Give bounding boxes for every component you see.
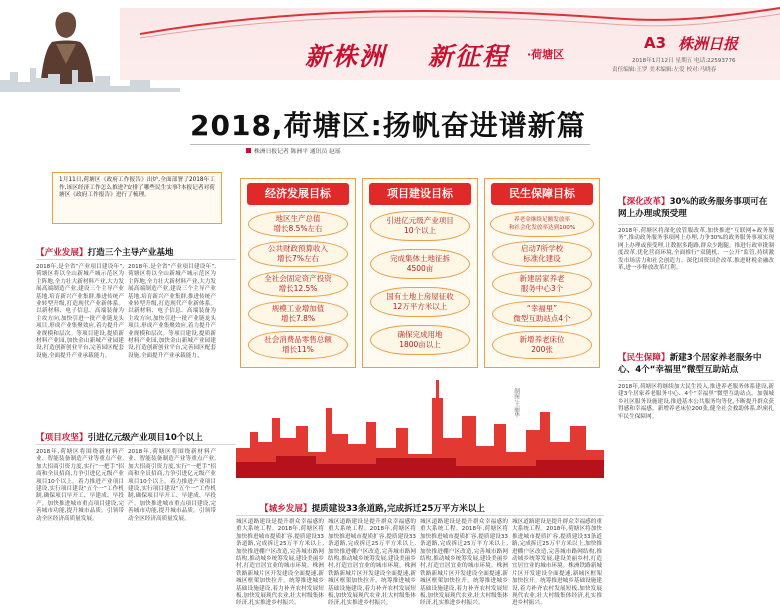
byline [246,146,341,155]
urban-heading [260,502,485,514]
headline-rule [190,144,590,145]
goals-panel [236,178,604,478]
livelihood-title: 新建3个居家养老服务中心、4个“幸福里”微型互助站点 [618,353,762,375]
reform-title: 30%的政务服务事项可在网上办理或预受理 [618,197,768,219]
projects-tag: 【项目攻坚】 [36,433,88,443]
reform-tag: 【深化改革】 [618,197,670,207]
industry-tag: 【产业发展】 [36,248,88,258]
goal-title-economic: 经济发展目标 [247,183,349,205]
goal-title-project: 项目建设目标 [369,183,471,205]
projects-heading [36,431,203,443]
livelihood-rule [618,380,774,381]
economic-goal-5: 社会消费品零售总额 增长11% [248,331,348,359]
project-goal-3: 国有土地上房屋征收 12万平方米以上 [370,287,470,317]
project-goal-4: 确保完成用地 1800亩以上 [370,325,470,355]
people-goal-5: 新增养老床位 200张 [492,331,592,359]
urban-tag: 【城乡发展】 [260,504,312,514]
paper-logo: 株洲日报 [678,35,739,53]
byline-text: 株洲日报记者 陈洲平 通讯员 赵瑶 [254,149,341,155]
urban-body-2: 城区道路建设是提升群众幸福感的重大系统工程。2018年,荷塘区将加快推进城市提质扩容,提质建设33条道路,完成拆迁25万平方米以上,加快推进棚户区改造,完善城市路网结构,推动城乡统筹发展,建设美丽乡村,打造宜居宜业的城市环境。株洲铁路新城片区开发建设全面提速,新城区框架加快拉开。统筹推进城乡基础设施建设,着力补齐农村发展短板,加快发展现代农业,壮大村级集体经济,扎实推进乡村振兴。 [328,519,416,607]
reform-body: 2018年,荷塘区将深化放管服改革,加快推进“互联网+政务服务”,推动政务服务事项网上办理,力争30%的政务服务事项实现网上办理或预受理,让数据多跑路,群众少跑腿。推进行政审批制度改革,优化营商环境,全面推行“双随机、一公开”监管,持续激发市场活力和社会创造力。深化国资国企改革,推进财税金融改革,进一步释放改革红利。 [618,228,774,272]
urban-rule [236,515,604,516]
goal-card-people [484,178,600,368]
industry-rule [36,259,236,260]
slogan-xin-zhengcheng: 新征程 [428,42,510,71]
livelihood-body: 2018年,荷塘区将继续加大民生投入,推进养老服务体系建设,新建3个居家养老服务中心、4个“幸福里”微型互助站点。加强城乡社区服务设施建设,推进基本公共服务均等化,不断提升群众获得感和幸福感。新增养老床位200张,健全社会救助体系,织密扎牢民生保障网。 [618,384,774,420]
economic-goal-4: 规模工业增加值 增长7.8% [248,301,348,327]
masthead [0,0,780,92]
reform-rule [618,224,774,225]
projects-body-left: 2018年,荷塘区将围绕新材料产业、智能装备制造产业等重点产业,加大招商引资力度,实行“一把手”招商和全员招商,力争引进亿元级产业项目10个以上。着力推进产业项目建设,实行项目建设“五个一”工作机制,确保项目早开工、早建成、早投产。加快推进城市重点项目建设,完善城市功能,提升城市品质。引领带动全区经济高质量发展。 [36,449,124,522]
projects-body-right: 2018年,荷塘区将围绕新材料产业、智能装备制造产业等重点产业,加大招商引资力度,实行“一把手”招商和全员招商,力争引进亿元级产业项目10个以上。着力推进产业项目建设,实行项目建设“五个一”工作机制,确保项目早开工、早建成、早投产。加快推进城市重点项目建设,完善城市功能,提升城市品质。引领带动全区经济高质量发展。 [128,449,216,522]
byline-marker-icon [246,148,251,153]
livelihood-heading [618,352,774,376]
people-goal-1: 养老金继续足额发放率 和社会化发放率达到100% [490,211,594,237]
lead-box [52,172,222,224]
economic-goal-2: 公共财政预算收入 增长7%左右 [248,241,348,267]
graphic-credit: 制图:王丽华 [513,388,519,418]
urban-body-1: 城区道路建设是提升群众幸福感的重大系统工程。2018年,荷塘区将加快推进城市提质扩容,提质建设33条道路,完成拆迁25万平方米以上,加快推进棚户区改造,完善城市路网结构,推动城乡统筹发展,建设美丽乡村,打造宜居宜业的城市环境。株洲铁路新城片区开发建设全面提速,新城区框架加快拉开。统筹推进城乡基础设施建设,着力补齐农村发展短板,加快发展现代农业,壮大村级集体经济,扎实推进乡村振兴。 [236,519,324,607]
industry-body-right: 2018年,是全省“产业项目建设年”,荷塘区将以全山新城产城示范区为主阵地,全力壮大新材料产业,大力发展高端制造产业,建设三个主导产业基地,培育新兴产业集群,推进传统产业转型升级,打造现代产业新体系。以新材料、电子信息、高端装备为主攻方向,加快引进一批产业链龙头项目,形成产业集聚效应,着力提升产业规模和层次。等项目建设,提质新材料产业园,加快金山新城产业园建设,打造创新创业平台,完善园区配套设施,全面提升产业承载能力。 [128,264,216,359]
people-goal-2: 启动7所学校 标准化建设 [492,241,592,267]
city-skyline-illustration [236,368,604,478]
lead-text: 1月11日,荷塘区《政府工作报告》出炉,全面部署了2018年工作,该区经济工作怎么推进?安排了哪些民生实事?本报记者对荷塘区《政府工作报告》进行了梳理。 [59,177,215,199]
project-goal-1: 引进亿元级产业项目 10个以上 [370,211,470,241]
reform-heading [618,196,774,220]
goal-title-people: 民生保障目标 [491,183,593,205]
people-goal-4: “幸福里” 微型互助站点4个 [492,301,592,327]
page-number: A3 [644,34,667,52]
urban-body-4: 城区道路建设是提升群众幸福感的重大系统工程。2018年,荷塘区将加快推进城市提质扩容,提质建设33条道路,完成拆迁25万平方米以上,加快推进棚户区改造,完善城市路网结构,推动城乡统筹发展,建设美丽乡村,打造宜居宜业的城市环境。株洲铁路新城片区开发建设全面提速,新城区框架加快拉开。统筹推进城乡基础设施建设,着力补齐农村发展短板,加快发展现代农业,壮大村级集体经济,扎实推进乡村振兴。 [512,519,602,607]
industry-body-left: 2018年,是全省“产业项目建设年”,荷塘区将以全山新城产城示范区为主阵地,全力壮大新材料产业,大力发展高端制造产业,建设三个主导产业基地,培育新兴产业集群,推进传统产业转型升级,打造现代产业新体系。以新材料、电子信息、高端装备为主攻方向,加快引进一批产业链龙头项目,形成产业集聚效应,着力提升产业规模和层次。等项目建设,提质新材料产业园,加快金山新城产业园建设,打造创新创业平台,完善园区配套设施,全面提升产业承载能力。 [36,264,124,359]
economic-goal-1: 地区生产总值 增长8.5%左右 [248,211,348,237]
projects-rule [36,444,236,445]
masthead-meta-2: 责任编辑:王罗 美术编辑:左爱 校对:马晓春 [612,67,717,73]
project-goal-2: 完成集体土地征拆 4500亩 [370,249,470,279]
goal-card-economic [240,178,356,368]
people-goal-3: 新建居家养老 服务中心3个 [492,271,592,297]
urban-body-3: 城区道路建设是提升群众幸福感的重大系统工程。2018年,荷塘区将加快推进城市提质扩容,提质建设33条道路,完成拆迁25万平方米以上,加快推进棚户区改造,完善城市路网结构,推动城乡统筹发展,建设美丽乡村,打造宜居宜业的城市环境。株洲铁路新城片区开发建设全面提速,新城区框架加快拉开。统筹推进城乡基础设施建设,着力补齐农村发展短板,加快发展现代农业,壮大村级集体经济,扎实推进乡村振兴。 [420,519,508,607]
urban-title: 提质建设33条道路,完成拆迁25万平方米以上 [311,504,485,514]
goal-card-project [362,178,478,368]
slogan-xin-zhuzhou: 新株洲 [305,42,387,71]
livelihood-tag: 【民生保障】 [618,353,670,363]
page-headline: 2018,荷塘区:扬帆奋进谱新篇 [190,109,586,142]
district-label: ·荷塘区 [527,48,565,61]
masthead-meta-1: 2018年1月12日 星期五 电话:22593776 [632,58,736,64]
economic-goal-3: 全社会固定资产投资 增长12.5% [248,271,348,297]
industry-heading [36,246,174,258]
industry-title: 打造三个主导产业基地 [87,248,174,258]
projects-title: 引进亿元级产业项目10个以上 [87,433,203,443]
